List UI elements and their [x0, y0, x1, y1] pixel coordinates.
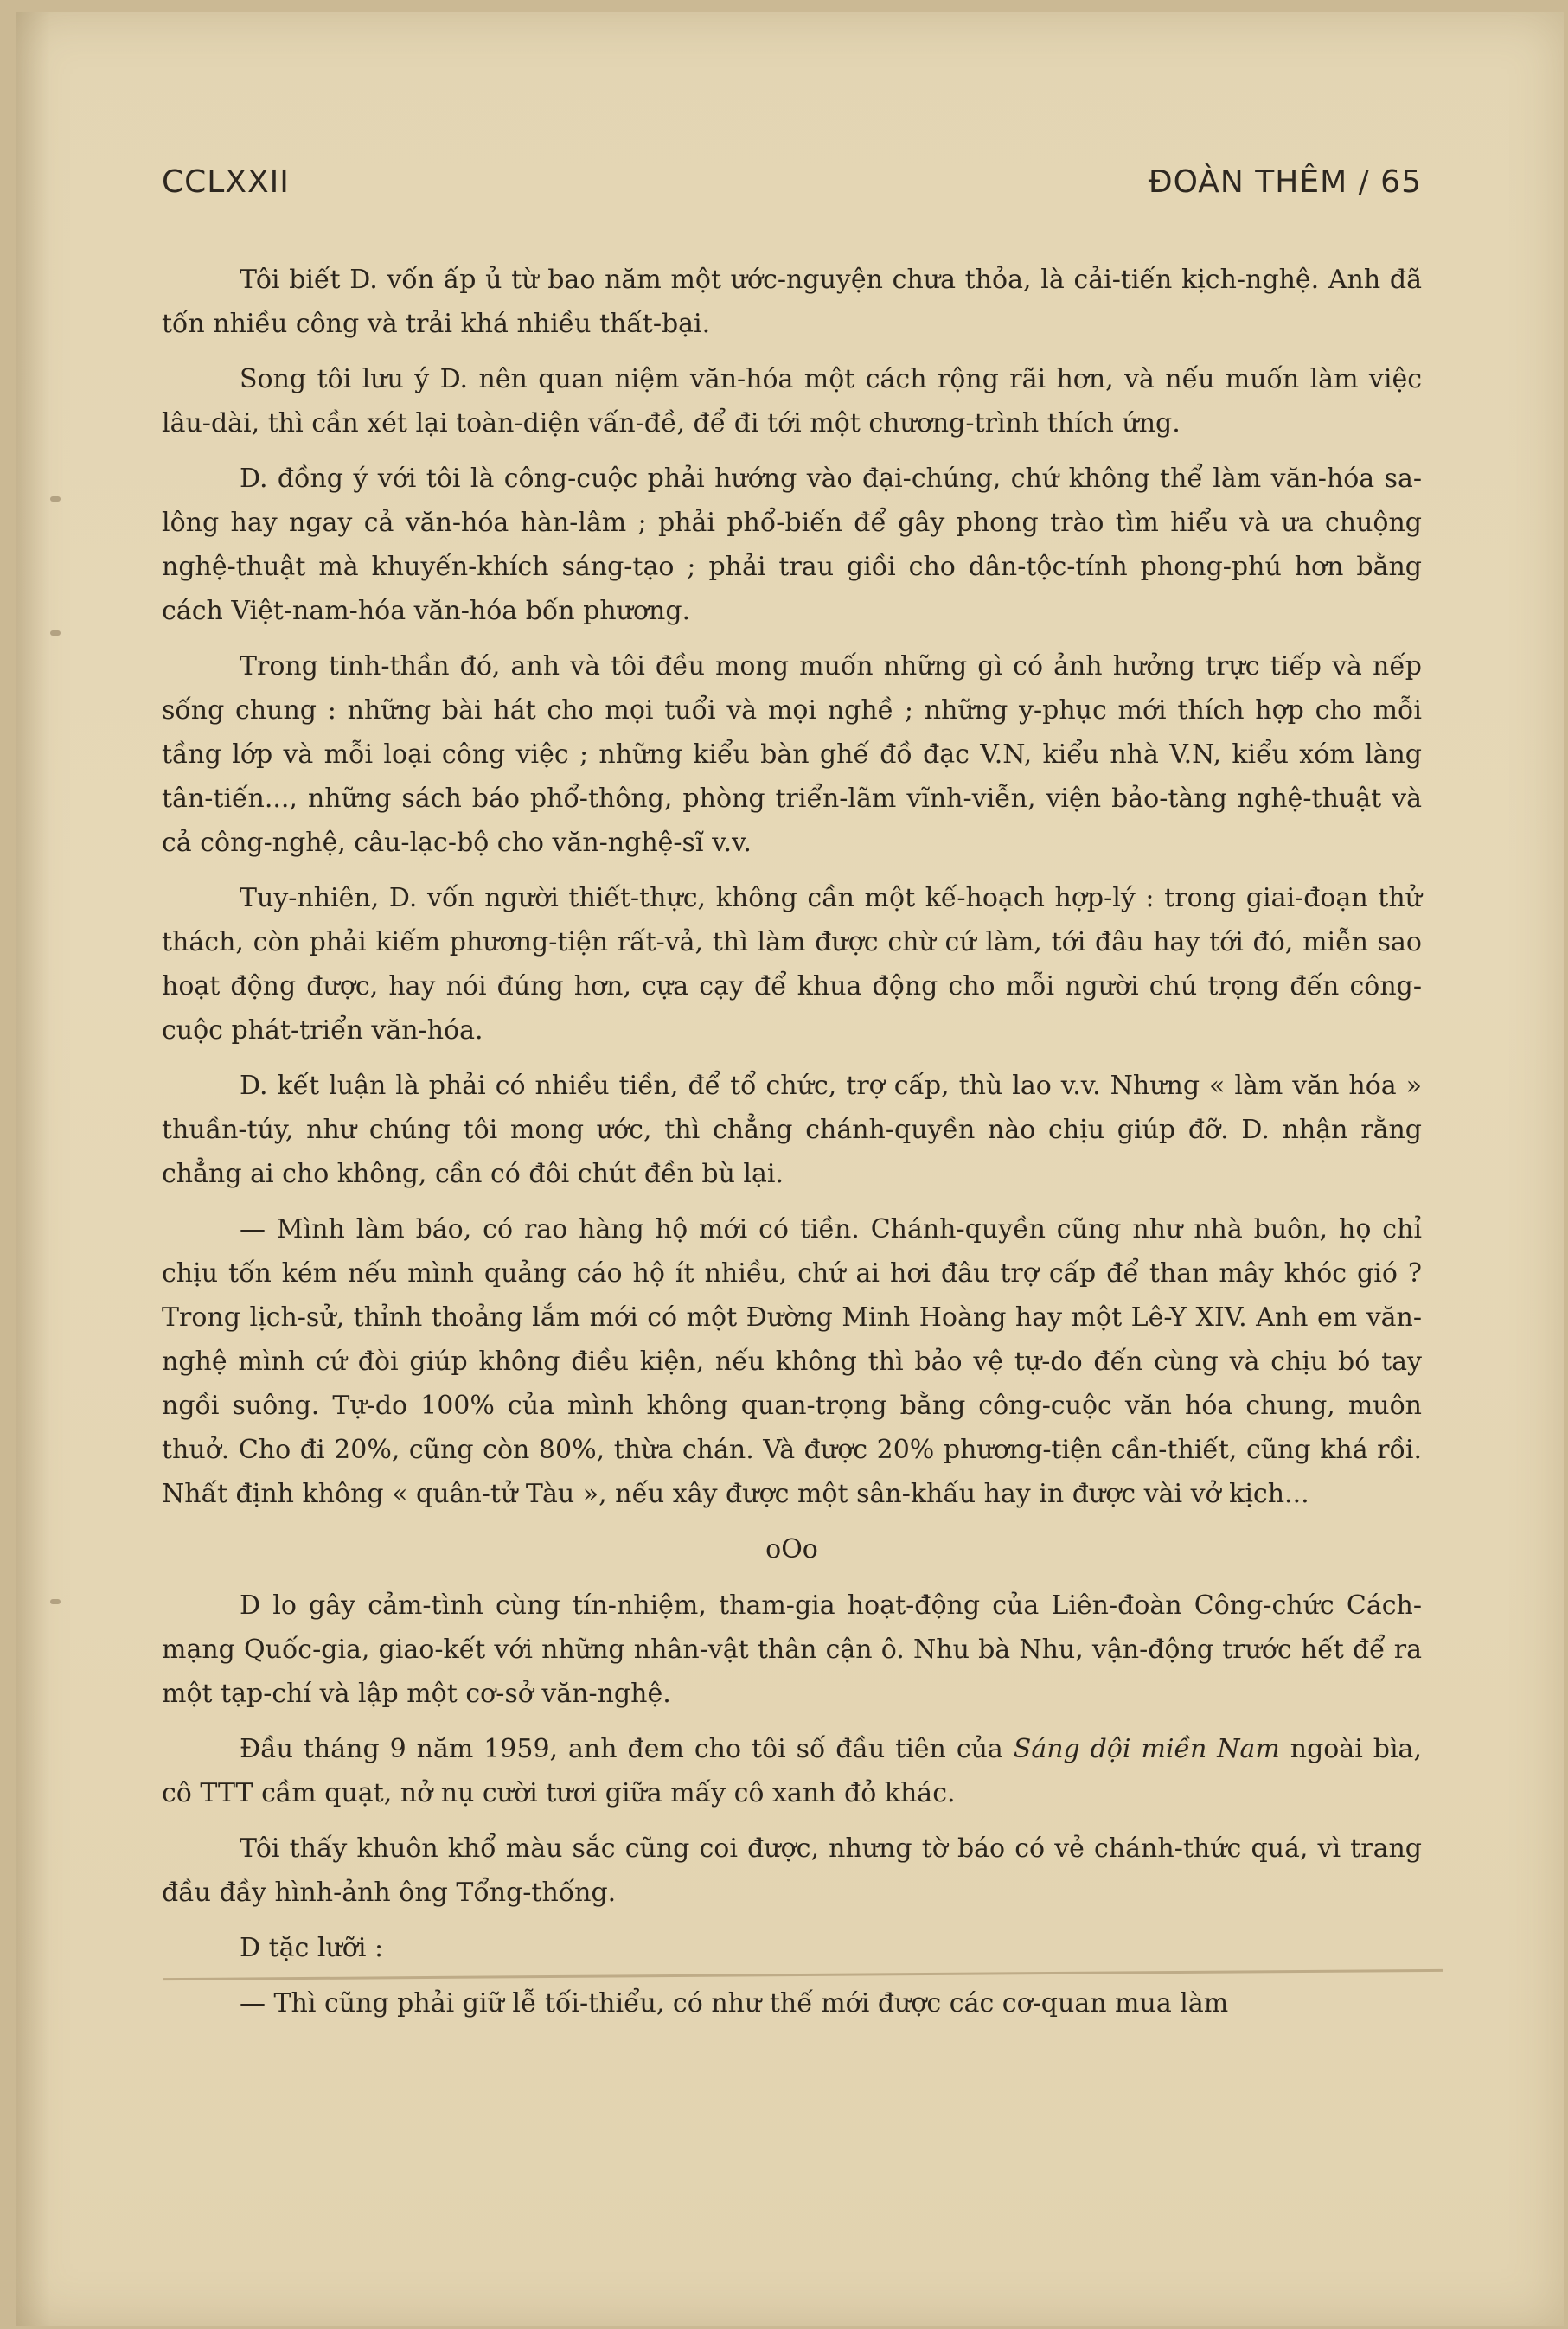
paragraph: D lo gây cảm-tình cùng tín-nhiệm, tham-gia hoạt-động của Liên-đoàn Công-chức Cách-mạng Quốc-gia, giao-kết với những nhân-vật thân cận ô. Nhu bà Nhu, vận-động trước hết để ra một tạp-chí và lập một cơ-sở văn-nghệ.: [162, 1590, 1422, 1709]
paragraph: Tôi thấy khuôn khổ màu sắc cũng coi được, nhưng tờ báo có vẻ chánh-thức quá, vì trang đầu đầy hình-ảnh ông Tổng-thống.: [162, 1833, 1422, 1908]
paragraph-text: Đầu tháng 9 năm 1959, anh đem cho tôi số đầu tiên của: [240, 1734, 1014, 1764]
header-author-page: ĐOÀN THÊM / 65: [1148, 164, 1422, 200]
body-text: [162, 258, 1422, 2204]
page-fold-shadow: [16, 12, 50, 2326]
paragraph: D. kết luận là phải có nhiều tiền, để tổ chức, trợ cấp, thù lao v.v. Nhưng « làm văn hóa » thuần-túy, như chúng tôi mong ước, thì chẳng chánh-quyền nào chịu giúp đỡ. D. nhận rằng chẳng ai cho không, cần có đôi chút đền bù lại.: [162, 1071, 1422, 1189]
binding-hole: [50, 630, 61, 636]
paragraph: — Thì cũng phải giữ lễ tối-thiểu, có như thế mới được các cơ-quan mua làm: [240, 1988, 1229, 2019]
paragraph: D tặc lưỡi :: [240, 1933, 384, 1963]
paragraph: [162, 1727, 1422, 1815]
paragraph: Trong tinh-thần đó, anh và tôi đều mong muốn những gì có ảnh hưởng trực tiếp và nếp sống chung : những bài hát cho mọi tuổi và mọi nghề ; những y-phục mới thích hợp cho mỗi tầng lớp và mỗi loại công việc ; những kiểu bàn ghế đồ đạc V.N, kiểu nhà V.N, kiểu xóm làng tân-tiến..., những sách báo phổ-thông, phòng triển-lãm vĩnh-viễn, viện bảo-tàng nghệ-thuật và cả công-nghệ, câu-lạc-bộ cho văn-nghệ-sĩ v.v.: [162, 651, 1422, 858]
paragraph: Tuy-nhiên, D. vốn người thiết-thực, không cần một kế-hoạch hợp-lý : trong giai-đoạn thử thách, còn phải kiếm phương-tiện rất-vả, thì làm được chừ cứ làm, tới đâu hay tới đó, miễn sao hoạt động được, hay nói đúng hơn, cựa cạy để khua động cho mỗi người chú trọng đến công-cuộc phát-triển văn-hóa.: [162, 883, 1422, 1046]
paragraph-text: ngoài bìa, cô TTT cầm quạt, nở nụ cười tươi giữa mấy cô xanh đỏ khác.: [162, 1734, 1422, 1808]
header-roman-numeral: CCLXXII: [162, 164, 290, 200]
paragraph: D. đồng ý với tôi là công-cuộc phải hướng vào đại-chúng, chứ không thể làm văn-hóa sa-lông hay ngay cả văn-hóa hàn-lâm ; phải phổ-biến để gây phong trào tìm hiểu và ưa chuộng nghệ-thuật mà khuyến-khích sáng-tạo ; phải trau giồi cho dân-tộc-tính phong-phú hơn bằng cách Việt-nam-hóa văn-hóa bốn phương.: [162, 464, 1422, 626]
section-separator: oOo: [765, 1534, 818, 1564]
paragraph: Tôi biết D. vốn ấp ủ từ bao năm một ước-nguyện chưa thỏa, là cải-tiến kịch-nghệ. Anh đã tốn nhiều công và trải khá nhiều thất-bại.: [162, 265, 1422, 339]
running-header: [162, 164, 1422, 208]
magazine-title: Sáng dội miền Nam: [1013, 1734, 1280, 1764]
binding-hole: [50, 496, 61, 502]
paragraph: Song tôi lưu ý D. nên quan niệm văn-hóa một cách rộng rãi hơn, và nếu muốn làm việc lâu-dài, thì cần xét lại toàn-diện vấn-đề, để đi tới một chương-trình thích ứng.: [162, 364, 1422, 438]
binding-hole: [50, 1599, 61, 1604]
paragraph: — Mình làm báo, có rao hàng hộ mới có tiền. Chánh-quyền cũng như nhà buôn, họ chỉ chịu tốn kém nếu mình quảng cáo hộ ít nhiều, chứ ai hơi đâu trợ cấp để than mây khóc gió ? Trong lịch-sử, thỉnh thoảng lắm mới có một Đường Minh Hoàng hay một Lê-Y XIV. Anh em văn-nghệ mình cứ đòi giúp không điều kiện, nếu không thì bảo vệ tự-do đến cùng và chịu bó tay ngồi suông. Tự-do 100% của mình không quan-trọng bằng công-cuộc văn hóa chung, muôn thuở. Cho đi 20%, cũng còn 80%, thừa chán. Và được 20% phương-tiện cần-thiết, cũng khá rồi. Nhất định không « quân-tử Tàu », nếu xây được một sân-khấu hay in được vài vở kịch...: [162, 1214, 1422, 1509]
